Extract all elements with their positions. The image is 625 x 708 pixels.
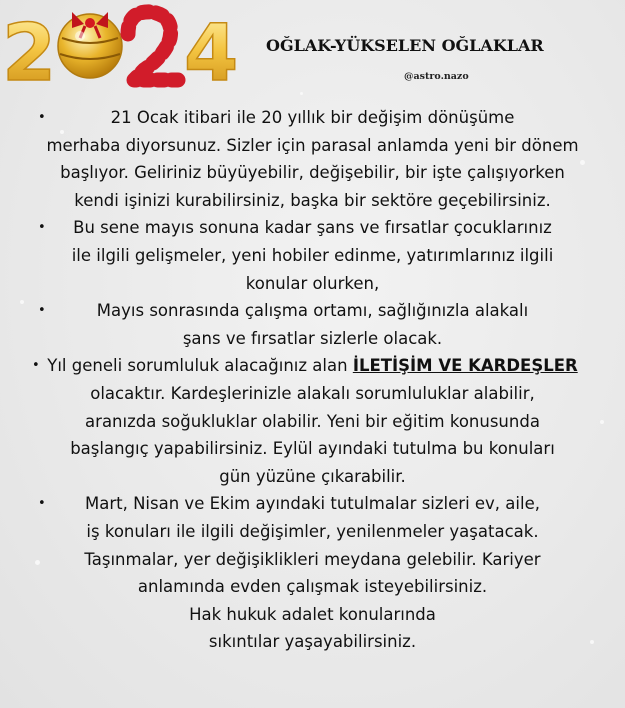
candy-cane-icon <box>128 12 178 80</box>
text-line: Hak hukuk adalet konularında <box>189 604 436 624</box>
horoscope-text <box>12 104 613 656</box>
text-line: şans ve fırsatlar sizlerle olacak. <box>182 328 443 348</box>
bullet-icon: • <box>38 110 46 125</box>
digit-4: 4 <box>184 9 239 92</box>
ornament-ball-icon <box>58 12 122 78</box>
text-line: merhaba diyorsunuz. Sizler için parasal anlamda yeni bir dönem <box>46 135 579 155</box>
text-line: • 21 Ocak itibari ile 20 yıllık bir değişim dönüşüme <box>12 104 613 132</box>
bullet-icon: • <box>32 358 40 374</box>
year-2024-logo <box>0 4 250 92</box>
text-line: aranızda soğukluklar olabilir. Yeni bir eğitim konusunda <box>85 411 540 431</box>
text-line: • Mart, Nisan ve Ekim ayındaki tutulmalar sizleri ev, aile, <box>12 490 613 518</box>
text-line: • Yıl geneli sorumluluk alacağınız alan İLETİŞİM VE KARDEŞLER <box>12 352 613 380</box>
text-line: başlangıç yapabilirsiniz. Eylül ayındaki tutulma bu konuları <box>70 439 555 459</box>
bullet-icon: • <box>38 303 46 319</box>
text-line: • Bu sene mayıs sonuna kadar şans ve fırsatlar çocuklarınız <box>12 214 613 242</box>
text-line: konular olurken, <box>245 273 380 293</box>
bullet-icon: • <box>38 220 46 236</box>
page-title: OĞLAK-YÜKSELEN OĞLAKLAR <box>266 36 544 55</box>
author-handle: @astro.nazo <box>404 71 469 82</box>
text-line: Taşınmalar, yer değişiklikleri meydana gelebilir. Kariyer <box>84 549 541 569</box>
text-line: ile ilgili gelişmeler, yeni hobiler edinme, yatırımlarınız ilgili <box>71 245 554 265</box>
header <box>0 0 625 100</box>
emphasis-communication-siblings: İLETİŞİM VE KARDEŞLER <box>352 356 578 376</box>
digit-2-left: 2 <box>2 9 57 92</box>
text-line: kendi işinizi kurabilirsiniz, başka bir sektöre geçebilirsiniz. <box>74 190 551 210</box>
text-line: gün yüzüne çıkarabilir. <box>219 466 406 486</box>
text-line: olacaktır. Kardeşlerinizle alakalı sorumluluklar alabilir, <box>90 383 535 403</box>
text-line: sıkıntılar yaşayabilirsiniz. <box>208 632 417 652</box>
text-line: anlamında evden çalışmak isteyebilirsiniz. <box>137 577 488 597</box>
text-line: başlıyor. Geliriniz büyüyebilir, değişebilir, bir işte çalışıyorken <box>60 163 565 183</box>
bullet-icon: • <box>38 496 46 512</box>
text-line: iş konuları ile ilgili değişimler, yenilenmeler yaşatacak. <box>86 521 539 541</box>
text-line: • Mayıs sonrasında çalışma ortamı, sağlığınızla alakalı <box>12 297 613 325</box>
